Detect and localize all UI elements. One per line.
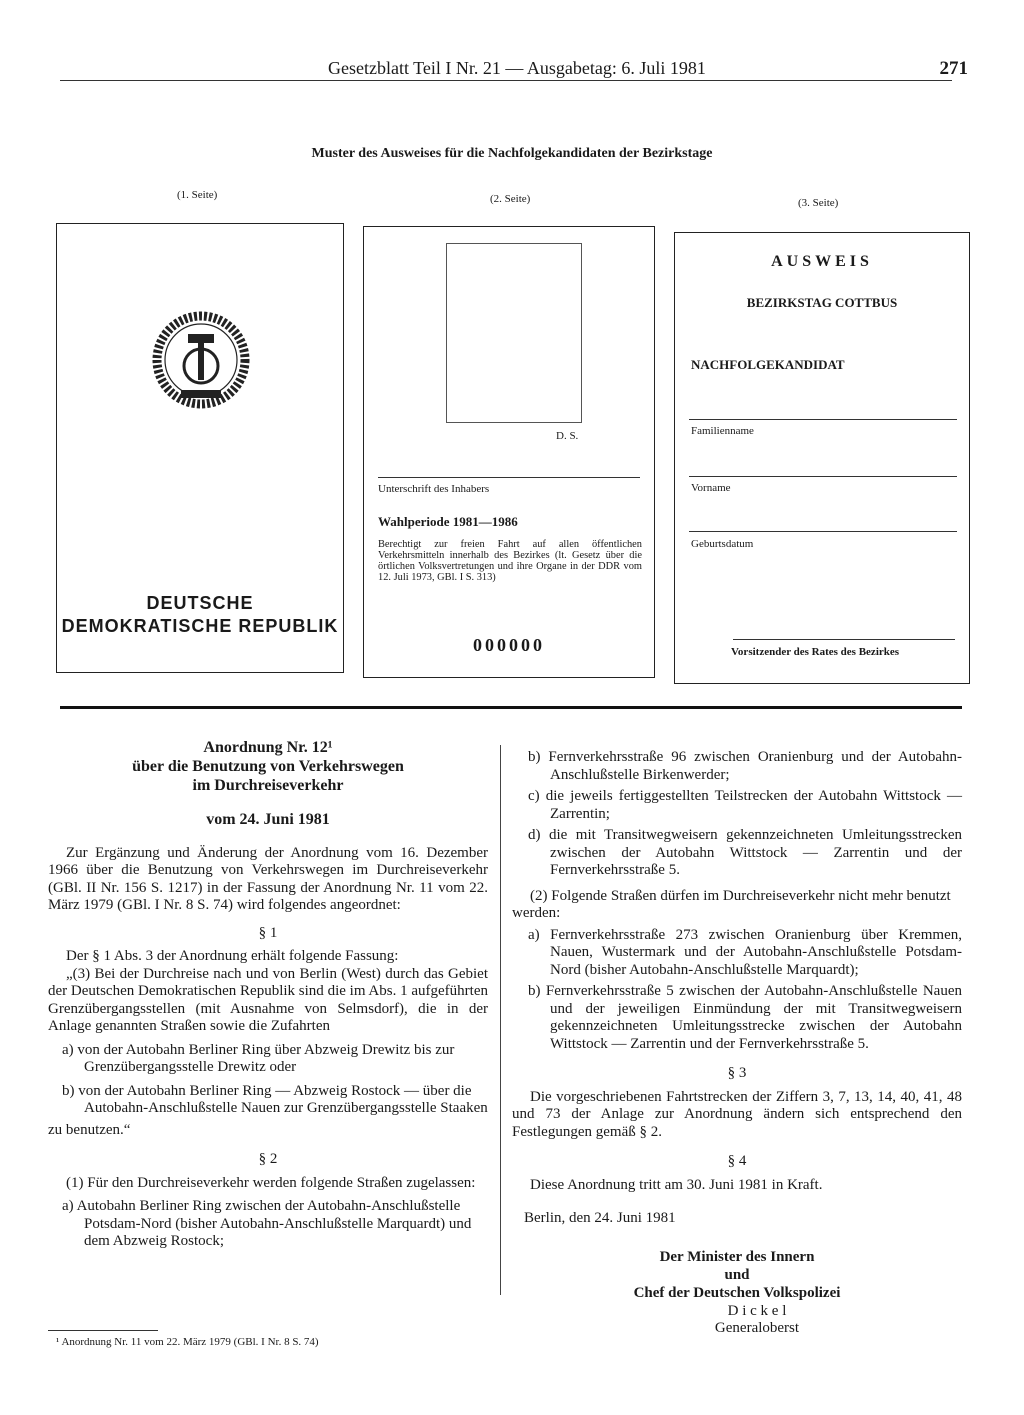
section2-item-a: a) Autobahn Berliner Ring zwischen der Autobahn-Anschlußstelle Potsdam-Nord (bisher Autobahn-Anschlußstelle Marquardt) und dem Abzweig Rostock; <box>62 1198 472 1249</box>
page-number: 271 <box>939 58 968 79</box>
signatory-rank: Generaloberst <box>714 1319 800 1336</box>
decree-intro: Zur Ergänzung und Änderung der Anordnung vom 16. Dezember 1966 über die Benutzung von Verkehrswegen im Durchreiseverkehr (GBl. II Nr. 156 S. 1217) in der Fassung der Anordnung Nr. 11 vom 22. März 1979 (GBl. I Nr. 8 S. 74) wird folgendes angeordnet: <box>48 844 488 913</box>
signatory <box>512 1303 962 1337</box>
section1-item-b: b) von der Autobahn Berliner Ring — Abzweig Rostock — über die Autobahn-Anschlußstelle Nauen zur Grenzübergangsstelle Staaken <box>62 1082 488 1116</box>
emblem-icon <box>151 310 251 410</box>
signature-line3: Chef der Deutschen Volkspolizei <box>633 1284 841 1301</box>
card-body: BEZIRKSTAG COTTBUS <box>746 295 898 310</box>
paragraph2: (2) Folgende Straßen dürfen im Durchreiseverkehr nicht mehr benutzt werden: <box>512 887 951 921</box>
section1-quote: „(3) Bei der Durchreise nach und von Berlin (West) durch das Gebiet der Deutschen Demokratischen Republik sind die im Abs. 1 aufgeführten Grenzübergangsstellen (mit Ausnahme von Selmsdorf), die in der Anlage genannten Straßen sowie die Zufahrten <box>48 965 488 1034</box>
panel1-label: (1. Seite) <box>177 189 218 201</box>
signature-label: Unterschrift des Inhabers <box>378 483 490 495</box>
signatory-name: D i c k e l <box>727 1302 787 1319</box>
header-rule <box>60 80 952 81</box>
section4-text: Diese Anordnung tritt am 30. Juni 1981 in Kraft. <box>530 1176 823 1193</box>
field3-line <box>689 531 957 532</box>
panel2-card <box>363 226 655 678</box>
decree-title <box>48 738 488 795</box>
field1-line <box>689 419 957 420</box>
panel3-card <box>674 232 970 684</box>
chairman-line <box>733 639 955 640</box>
section4-heading: § 4 <box>727 1153 747 1169</box>
decree-title-line1: Anordnung Nr. 12¹ <box>203 739 333 756</box>
card-number: 000000 <box>473 635 545 655</box>
panel2-label: (2. Seite) <box>490 193 531 205</box>
signature-block <box>512 1248 962 1302</box>
item-d: d) die mit Transitwegweisern gekennzeichneten Umleitungsstrecken zwischen der Autobahn Wittstock — Zarrentin und der Fernverkehrsstraße 5. <box>528 827 962 878</box>
card-title: AUSWEIS <box>771 253 873 270</box>
section1-text: Der § 1 Abs. 3 der Anordnung erhält folgende Fassung: <box>66 948 399 964</box>
section2-text: (1) Für den Durchreiseverkehr werden folgende Straßen zugelassen: <box>66 1174 476 1191</box>
section1-item-a: a) von der Autobahn Berliner Ring über Abzweig Drewitz bis zur Grenzübergangsstelle Drewitz oder <box>62 1041 455 1075</box>
footnote: ¹ Anordnung Nr. 11 vom 22. März 1979 (GBl. I Nr. 8 S. 74) <box>56 1336 319 1348</box>
item-b: b) Fernverkehrsstraße 96 zwischen Oranienburg und der Autobahn-Anschlußstelle Birkenwerder; <box>528 749 962 783</box>
section1-heading: § 1 <box>258 924 278 941</box>
decree-title-line2: über die Benutzung von Verkehrswegen <box>132 758 404 775</box>
panel3-label: (3. Seite) <box>798 197 839 209</box>
header-title: Gesetzblatt Teil I Nr. 21 — Ausgabetag: 6. Juli 1981 <box>328 58 706 78</box>
chairman-label: Vorsitzender des Rates des Bezirkes <box>731 646 900 658</box>
panel1-card <box>56 223 344 673</box>
election-period: Wahlperiode 1981—1986 <box>378 514 518 529</box>
section-rule <box>60 706 962 709</box>
field2-line <box>689 476 957 477</box>
country-name <box>57 592 343 638</box>
signature-line <box>378 477 640 478</box>
signature-line2: und <box>724 1266 750 1283</box>
card-role: NACHFOLGEKANDIDAT <box>691 357 845 372</box>
place-date: Berlin, den 24. Juni 1981 <box>524 1210 676 1226</box>
signature-line1: Der Minister des Innern <box>659 1248 815 1265</box>
seal-mark: D. S. <box>556 430 579 442</box>
paragraph2-item-a: a) Fernverkehrsstraße 273 zwischen Oranienburg über Kremmen, Nauen, Wustermark und der Autobahn-Anschlußstelle Potsdam-Nord (bisher Autobahn-Anschlußstelle Marquardt); <box>528 926 962 978</box>
section3-heading: § 3 <box>727 1065 747 1081</box>
left-column <box>48 738 488 1251</box>
field1-label: Familienname <box>691 425 754 437</box>
item-c: c) die jeweils fertiggestellten Teilstrecken der Autobahn Wittstock — Zarrentin; <box>528 788 962 822</box>
field3-label: Geburtsdatum <box>691 538 754 550</box>
field2-label: Vorname <box>691 482 731 494</box>
footnote-rule <box>48 1330 158 1331</box>
right-column <box>512 749 962 1337</box>
free-travel-text: Berechtigt zur freien Fahrt auf allen öffentlichen Verkehrsmitteln innerhalb des Bezirkes (lt. Gesetz über die örtlichen Volksvertretungen und ihre Organe in der DDR vom 12. Juli 1973, GBl. I S. 313) <box>378 539 642 583</box>
specimen-heading: Muster des Ausweises für die Nachfolgekandidaten der Bezirkstage <box>311 146 713 161</box>
section3-text: Die vorgeschriebenen Fahrtstrecken der Ziffern 3, 7, 13, 14, 40, 41, 48 und 73 der Anlage zur Anordnung ändern sich entsprechend den Festlegungen gemäß § 2. <box>512 1088 962 1140</box>
section1-end: zu benutzen.“ <box>48 1121 131 1138</box>
paragraph2-item-b: b) Fernverkehrsstraße 5 zwischen der Autobahn-Anschlußstelle Nauen und der jeweiligen Einmündung der mit Transitwegweisern gekennzeichneten Umleitungsstrecke zwischen der Autobahn Wittstock — Zarrentin und der Fernverkehrsstraße 5. <box>528 983 962 1052</box>
section2-heading: § 2 <box>258 1151 278 1167</box>
photo-frame <box>446 243 582 423</box>
decree-date: vom 24. Juni 1981 <box>206 811 330 828</box>
country-line1: DEUTSCHE <box>146 593 254 613</box>
country-line2: DEMOKRATISCHE REPUBLIK <box>61 616 339 636</box>
decree-title-line3: im Durchreiseverkehr <box>192 777 344 794</box>
column-divider <box>500 745 501 1295</box>
